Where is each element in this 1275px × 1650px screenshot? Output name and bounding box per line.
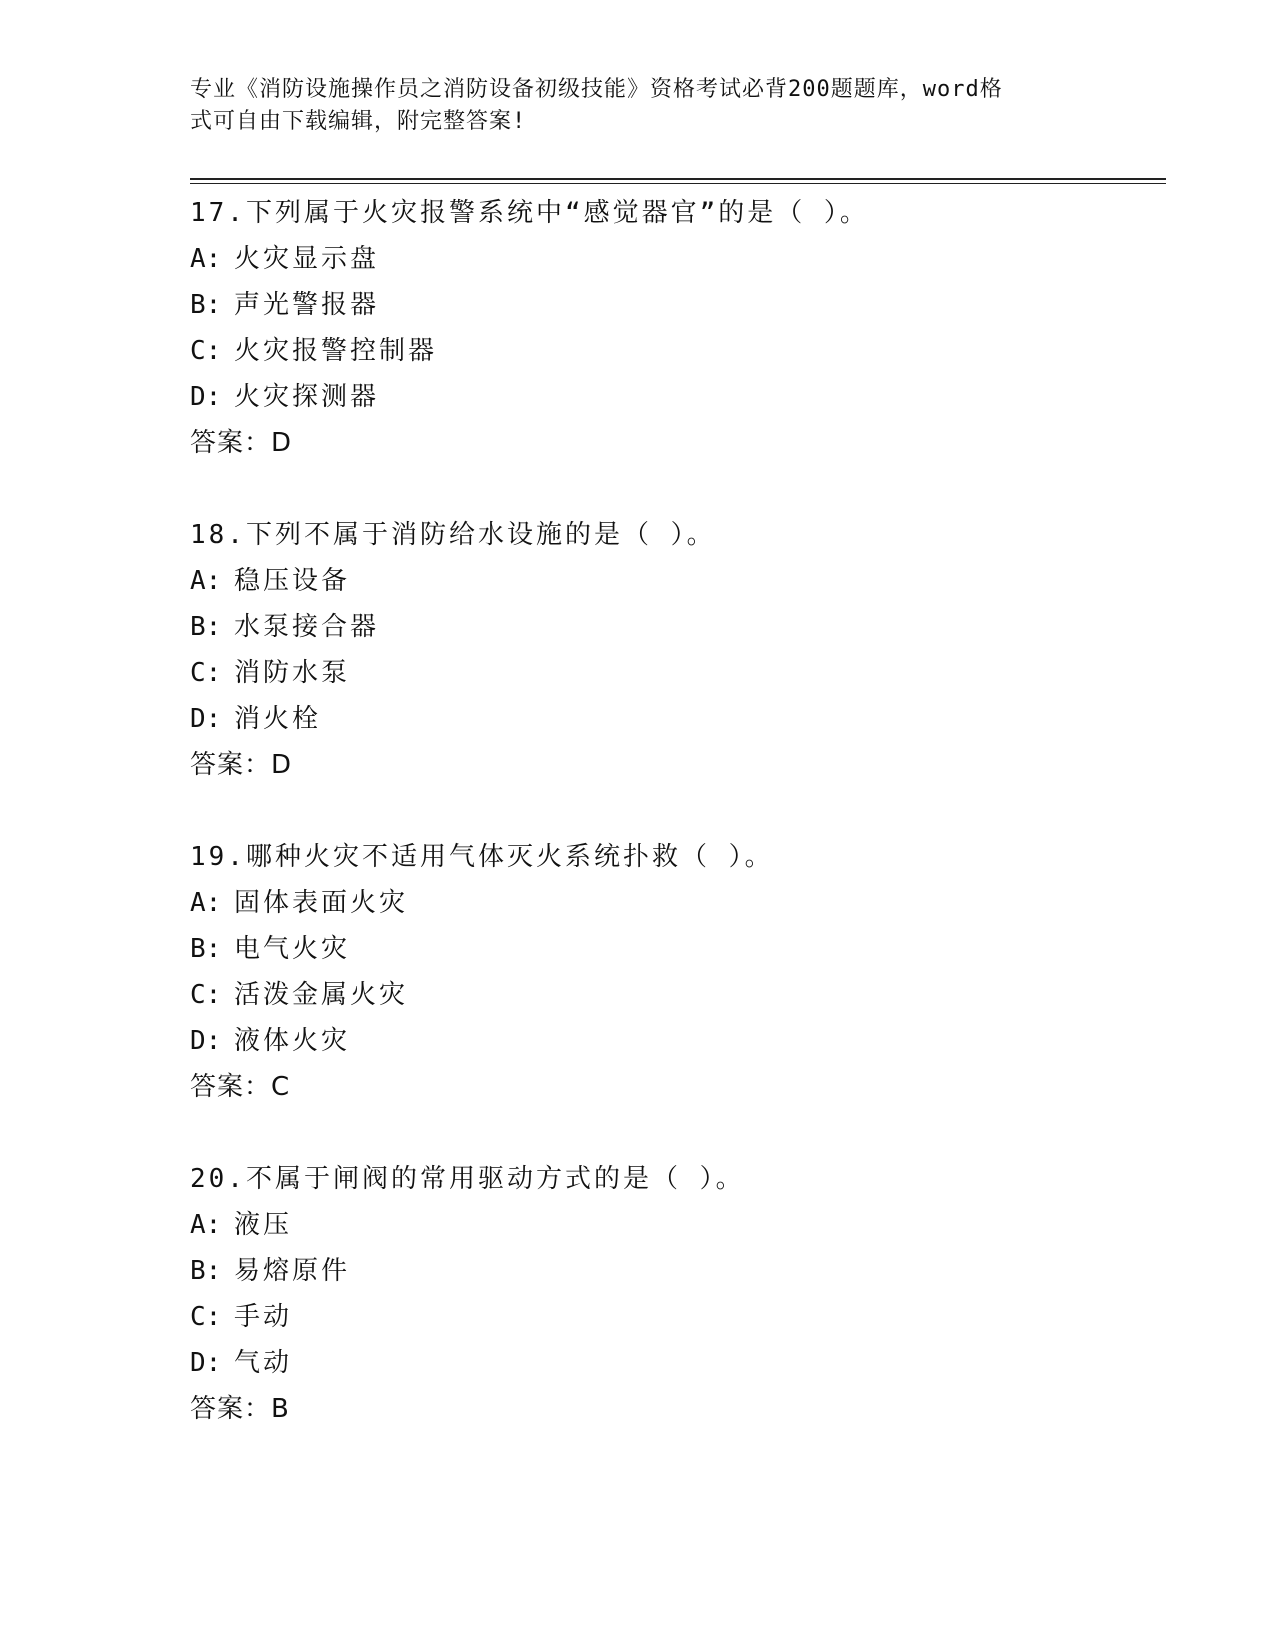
option-b	[190, 1248, 1150, 1294]
option-letter: A:	[190, 1210, 222, 1240]
option-text: 活泼金属火灾	[234, 980, 409, 1010]
option-letter: C:	[190, 980, 222, 1010]
question-stem: 20.不属于闸阀的常用驱动方式的是（ ）。	[190, 1164, 745, 1194]
answer-line: 答案：B	[190, 1394, 290, 1424]
header-divider-thick	[190, 178, 1166, 180]
question-list	[190, 190, 1150, 1478]
option-b	[190, 282, 1150, 328]
option-letter: D:	[190, 704, 222, 734]
option-d	[190, 1340, 1150, 1386]
option-a	[190, 236, 1150, 282]
option-letter: D:	[190, 1026, 222, 1056]
option-c	[190, 328, 1150, 374]
option-d	[190, 374, 1150, 420]
option-letter: A:	[190, 888, 222, 918]
answer-line: 答案：D	[190, 428, 293, 458]
option-letter: B:	[190, 934, 222, 964]
option-text: 消防水泵	[234, 658, 351, 688]
question-19	[190, 834, 1150, 1110]
option-d	[190, 1018, 1150, 1064]
option-text: 电气火灾	[234, 934, 351, 964]
option-text: 手动	[234, 1302, 293, 1332]
header-divider-thin	[190, 183, 1166, 184]
answer-line: 答案：C	[190, 1072, 291, 1102]
option-a	[190, 880, 1150, 926]
answer-line: 答案：D	[190, 750, 293, 780]
option-b	[190, 604, 1150, 650]
option-c	[190, 972, 1150, 1018]
option-text: 固体表面火灾	[234, 888, 409, 918]
option-letter: B:	[190, 290, 222, 320]
question-17	[190, 190, 1150, 466]
option-text: 火灾报警控制器	[234, 336, 438, 366]
option-letter: B:	[190, 612, 222, 642]
question-20	[190, 1156, 1150, 1432]
header-line-1: 专业《消防设施操作员之消防设备初级技能》资格考试必背200题题库，word格	[190, 77, 1003, 102]
option-c	[190, 650, 1150, 696]
option-text: 火灾显示盘	[234, 244, 380, 274]
option-letter: D:	[190, 1348, 222, 1378]
option-letter: C:	[190, 336, 222, 366]
option-letter: A:	[190, 566, 222, 596]
option-b	[190, 926, 1150, 972]
option-letter: C:	[190, 1302, 222, 1332]
option-letter: D:	[190, 382, 222, 412]
option-c	[190, 1294, 1150, 1340]
option-a	[190, 1202, 1150, 1248]
option-text: 水泵接合器	[234, 612, 380, 642]
option-text: 气动	[234, 1348, 293, 1378]
option-text: 液压	[234, 1210, 293, 1240]
option-text: 液体火灾	[234, 1026, 351, 1056]
header-line-2: 式可自由下载编辑，附完整答案!	[190, 109, 527, 134]
option-d	[190, 696, 1150, 742]
option-letter: B:	[190, 1256, 222, 1286]
question-18	[190, 512, 1150, 788]
option-text: 易熔原件	[234, 1256, 351, 1286]
question-stem: 17.下列属于火灾报警系统中“感觉器官”的是（ ）。	[190, 198, 869, 228]
question-stem: 18.下列不属于消防给水设施的是（ ）。	[190, 520, 716, 550]
option-a	[190, 558, 1150, 604]
option-text: 声光警报器	[234, 290, 380, 320]
option-letter: C:	[190, 658, 222, 688]
option-text: 消火栓	[234, 704, 322, 734]
option-text: 火灾探测器	[234, 382, 380, 412]
option-letter: A:	[190, 244, 222, 274]
document-header	[190, 74, 1070, 138]
question-stem: 19.哪种火灾不适用气体灭火系统扑救（ ）。	[190, 842, 774, 872]
option-text: 稳压设备	[234, 566, 351, 596]
